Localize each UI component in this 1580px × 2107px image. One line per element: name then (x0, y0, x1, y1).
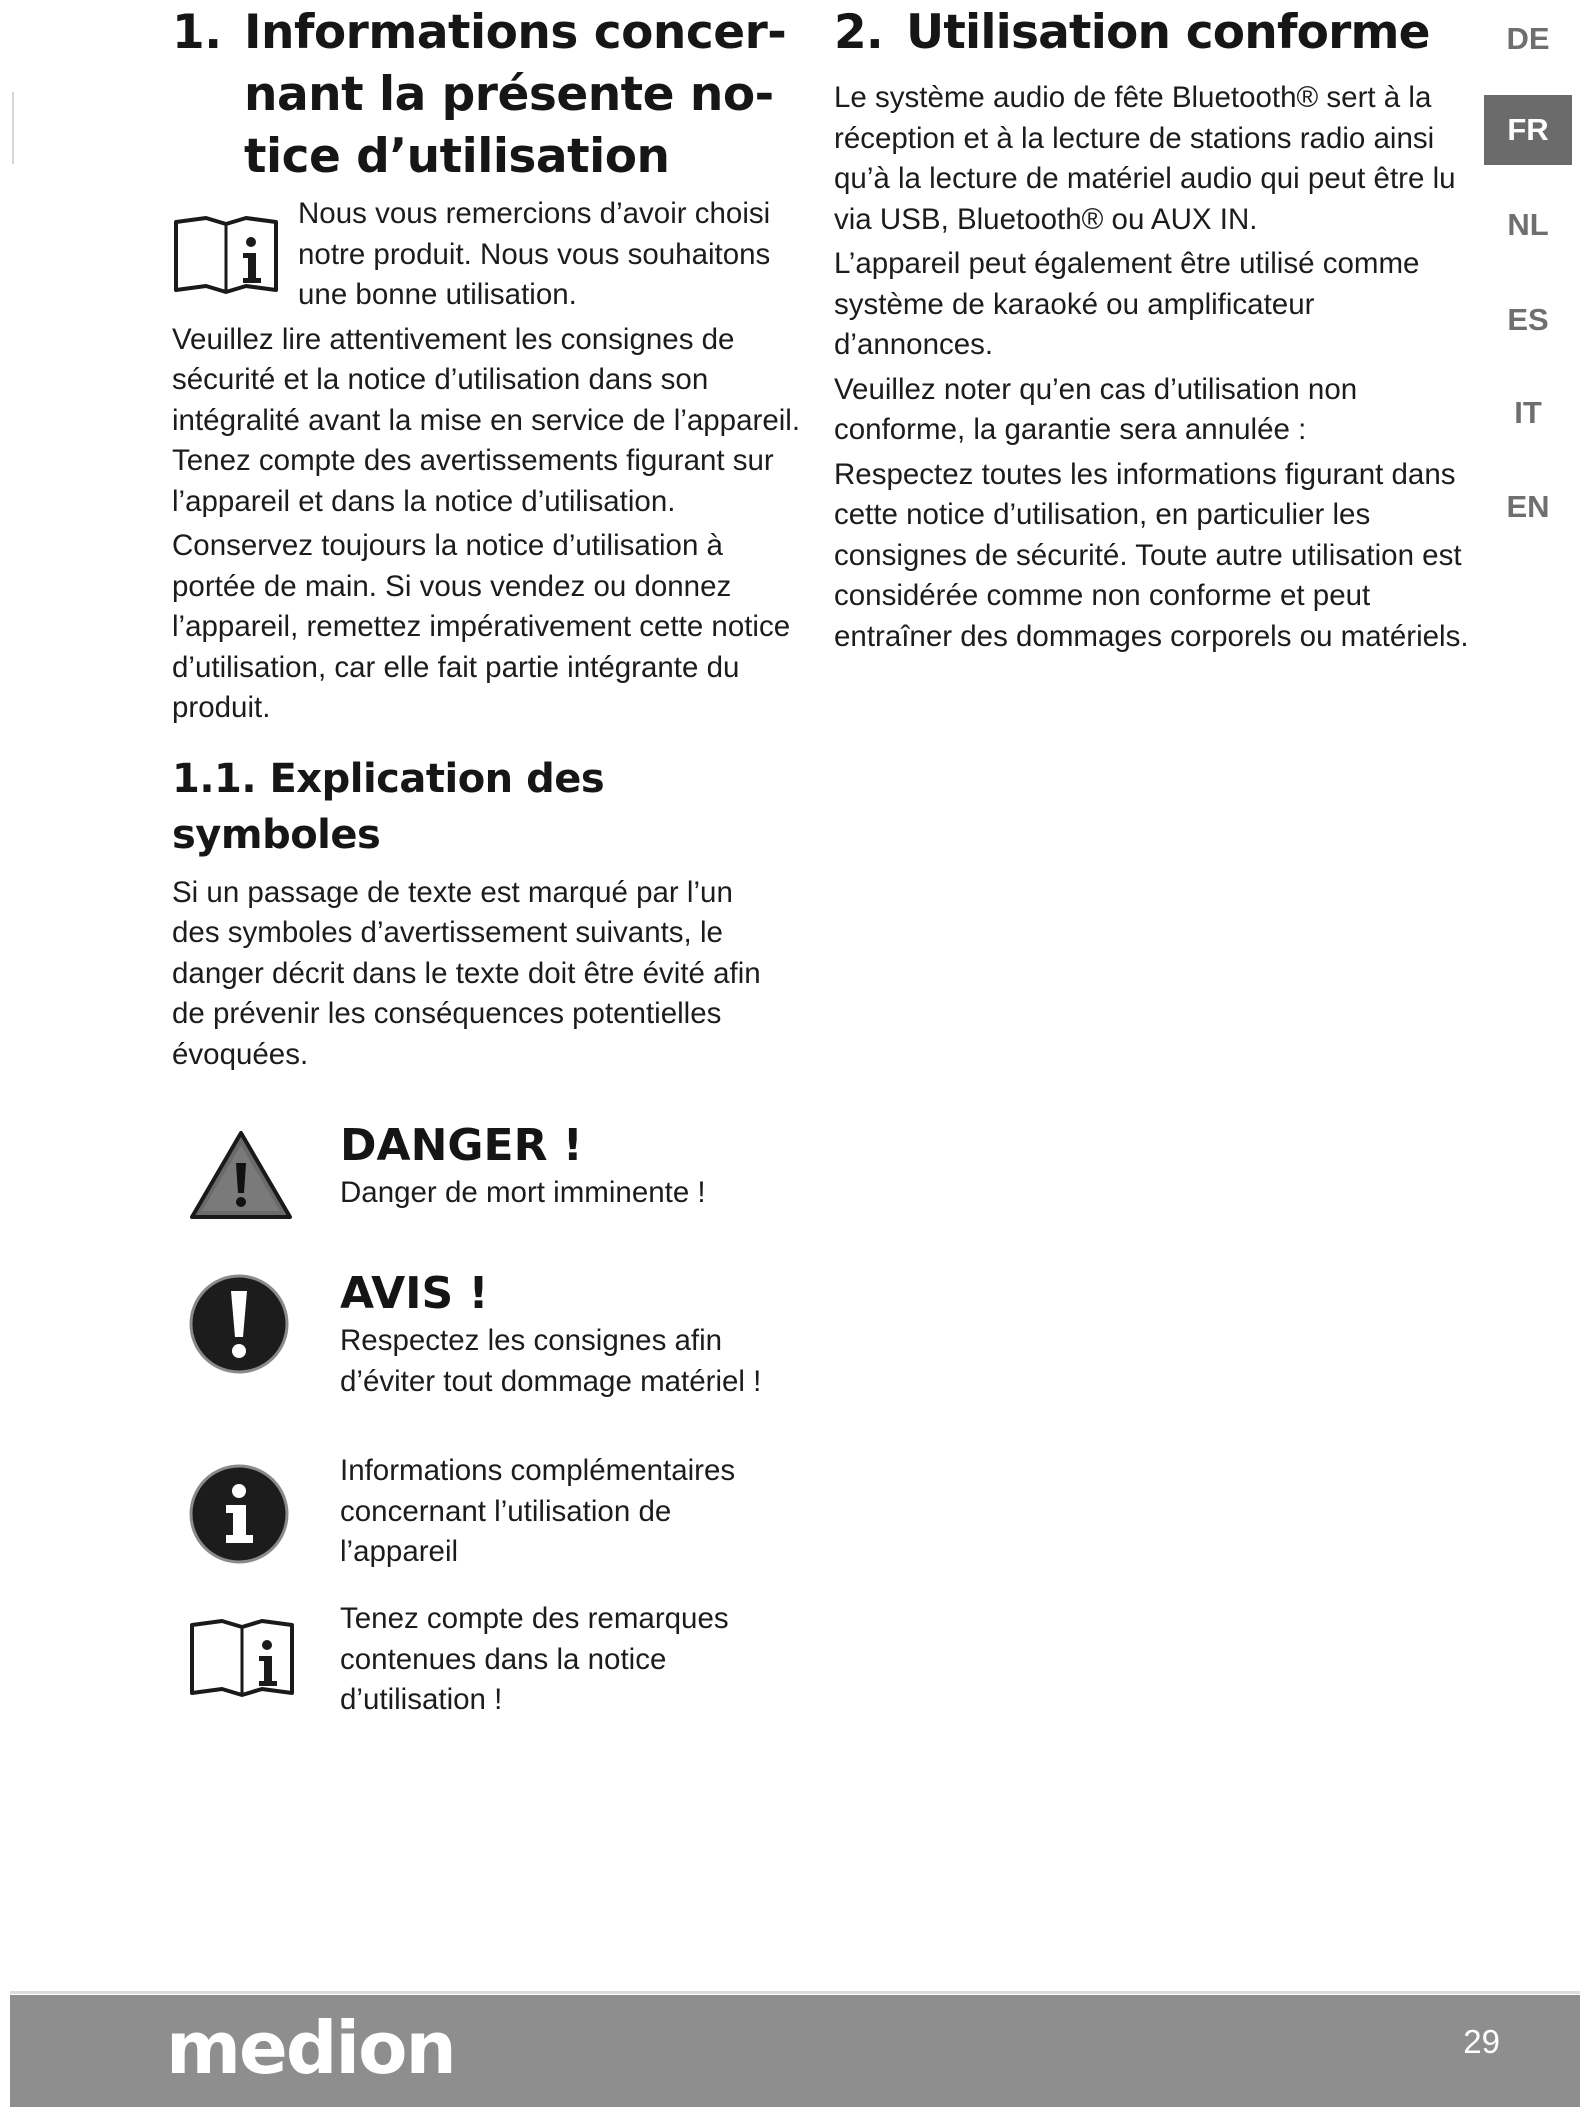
symbol-notice (172, 1599, 804, 1729)
section-1-title-line-3: tice d’utilisation (244, 129, 670, 184)
section-1-title-line-2: nant la présente no- (244, 67, 774, 122)
symbol-info (172, 1451, 804, 1591)
symbol-danger (172, 1119, 804, 1249)
left-column (172, 0, 804, 1729)
footer-divider (10, 1991, 1580, 1994)
avis-text: Respectez les consignes afin d’éviter tout dommage matériel ! (340, 1324, 762, 1398)
section-1-number: 1. (172, 5, 222, 60)
section-2-heading (834, 2, 1474, 64)
section-2-paragraph-3: Veuillez noter qu’en cas d’utilisation non conforme, la garantie sera annulée : (834, 372, 1358, 446)
section-1-1-intro: Si un passage de texte est marqué par l’un des symboles d’avertissement suivants, le danger décrit dans le texte doit être évité afin de prévenir les conséquences potentielles évoquées. (172, 875, 761, 1071)
warning-triangle-icon (188, 1129, 294, 1226)
footer-bar (10, 1995, 1580, 2107)
language-tab-es[interactable]: ES (1507, 302, 1549, 337)
section-1-1-heading: 1.1. Explication des symboles (172, 755, 605, 858)
intro-block (172, 194, 804, 316)
section-2-paragraph-4: Respectez toutes les informations figurant dans cette notice d’utilisation, en particulier les consignes de sécurité. Toute autre utilisation est considérée comme non conforme et peut entraîner des dommages corporels ou matériels. (834, 457, 1469, 653)
info-circle-icon (188, 1463, 290, 1570)
book-info-icon (188, 1611, 296, 1706)
section-1-paragraph-1: Veuillez lire attentivement les consignes de sécurité et la notice d’utilisation dans son intégralité avant la mise en service de l’appareil. Tenez compte des avertissements figurant sur l’appareil et dans la notice d’utilisation. (172, 322, 801, 518)
page-number: 29 (1463, 2023, 1500, 2060)
language-tab-nl[interactable]: NL (1507, 207, 1549, 242)
language-tab-en[interactable]: EN (1506, 489, 1550, 524)
language-tab-de[interactable]: DE (1506, 21, 1550, 56)
page-edge-mark (12, 92, 14, 164)
medion-logo: medion (166, 2006, 455, 2090)
section-2-number: 2. (834, 5, 883, 60)
language-tab-fr[interactable]: FR (1484, 95, 1572, 165)
right-column (834, 0, 1474, 661)
section-2-paragraph-1: Le système audio de fête Bluetooth® sert à la réception et à la lecture de stations radio ainsi qu’à la lecture de matériel audio qui peut être lu via USB, Bluetooth® ou AUX IN. (834, 81, 1456, 236)
danger-title: DANGER ! (340, 1120, 583, 1171)
exclamation-circle-icon (188, 1273, 290, 1380)
section-1-title-line-1: Informations concer- (244, 5, 787, 60)
avis-title: AVIS ! (340, 1268, 489, 1319)
section-1-heading (172, 2, 804, 188)
book-info-icon (172, 208, 280, 298)
section-2-title: Utilisation conforme (906, 5, 1430, 60)
notice-text: Tenez compte des remarques contenues dans la notice d’utilisation ! (340, 1602, 729, 1716)
danger-text: Danger de mort imminente ! (340, 1176, 706, 1209)
language-tab-it[interactable]: IT (1514, 395, 1542, 430)
section-2-paragraph-2: L’appareil peut également être utilisé comme système de karaoké ou amplificateur d’annonces. (834, 247, 1420, 361)
symbol-avis (172, 1267, 804, 1437)
section-1-paragraph-2: Conservez toujours la notice d’utilisation à portée de main. Si vous vendez ou donnez l’appareil, remettez impérativement cette notice d’utilisation, car elle fait partie intégrante du produit. (172, 529, 791, 724)
intro-text: Nous vous remercions d’avoir choisi notre produit. Nous vous souhaitons une bonne utilisation. (298, 197, 771, 311)
info-text: Informations complémentaires concernant l’utilisation de l’appareil (340, 1454, 736, 1568)
